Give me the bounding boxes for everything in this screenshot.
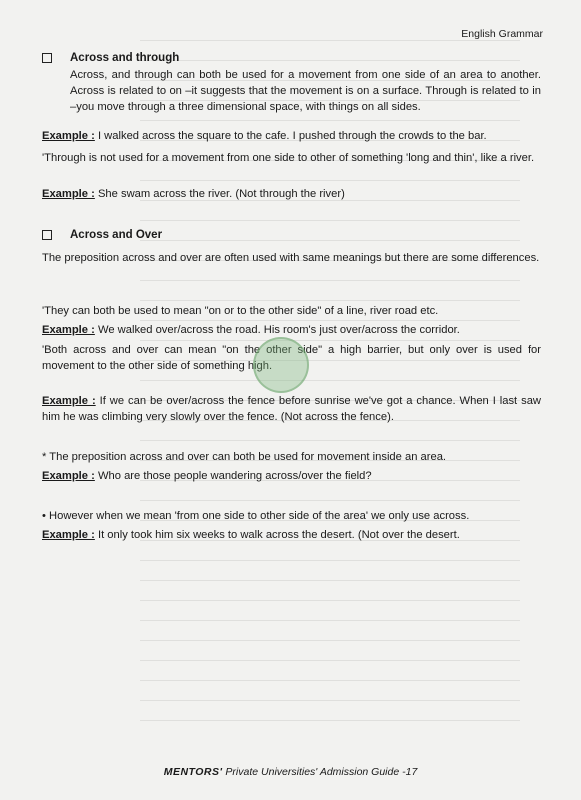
section1-example1 — [42, 128, 541, 144]
section1-body: Across, and through can both be used for a movement from one side of an area to another. Across is related to on –it suggests that the movement is on a surface. Through is related to in –you move through a three dimensional space, with things on all sides. — [70, 69, 541, 113]
section-title: Across and Over — [70, 229, 163, 241]
checkbox-bullet-icon — [42, 230, 52, 240]
section2-p3: 'Both across and over can mean "on the other side" a high barrier, but only over is used for movement to the other side of something high. — [42, 344, 541, 372]
page-header: English Grammar — [461, 28, 543, 40]
example-label: Example : — [42, 529, 95, 541]
section-heading-across-over — [42, 229, 162, 241]
example-label: Example : — [42, 130, 95, 142]
footer-brand: MENTORS' — [163, 766, 223, 778]
section2-example3 — [42, 468, 541, 484]
section-heading-across-through — [42, 52, 179, 64]
example-text: She swam across the river. (Not through the river) — [94, 188, 345, 200]
example-label: Example : — [42, 188, 95, 200]
bleed-through-background — [140, 40, 520, 740]
section-title: Across and through — [70, 52, 180, 64]
example-text: We walked over/across the road. His room's just over/across the corridor. — [94, 324, 460, 336]
checkbox-bullet-icon — [42, 53, 52, 63]
example-label: Example : — [42, 470, 95, 482]
footer-text: Private Universities' Admission Guide -17 — [222, 766, 418, 778]
section2-body: The preposition across and over are often used with same meanings but there are some differences. — [42, 252, 540, 264]
example-text: If we can be over/across the fence before sunrise we've got a chance. When I last saw him he was climbing very slowly over the fence. (Not across the fence). — [42, 395, 541, 423]
section2-p2: 'They can both be used to mean "on or to the other side" of a line, river road etc. — [42, 305, 439, 317]
section1-example2 — [42, 186, 541, 202]
example-text: I walked across the square to the cafe. I pushed through the crowds to the bar. — [94, 130, 487, 142]
example-label: Example : — [42, 324, 95, 336]
example-text: It only took him six weeks to walk across the desert. (Not over the desert. — [94, 529, 460, 541]
section2-example1 — [42, 322, 541, 338]
page-footer — [0, 766, 581, 778]
example-text: Who are those people wandering across/over the field? — [94, 470, 372, 482]
section2-p4: * The preposition across and over can both be used for movement inside an area. — [42, 451, 447, 463]
section2-p5: • However when we mean 'from one side to other side of the area' we only use across. — [42, 510, 470, 522]
example-label: Example : — [42, 395, 96, 407]
section2-example4 — [42, 527, 541, 543]
section2-example2 — [42, 393, 541, 425]
section1-note: 'Through is not used for a movement from one side to other of something 'long and thin', like a river. — [42, 152, 535, 164]
watermark-logo-icon — [253, 337, 309, 393]
